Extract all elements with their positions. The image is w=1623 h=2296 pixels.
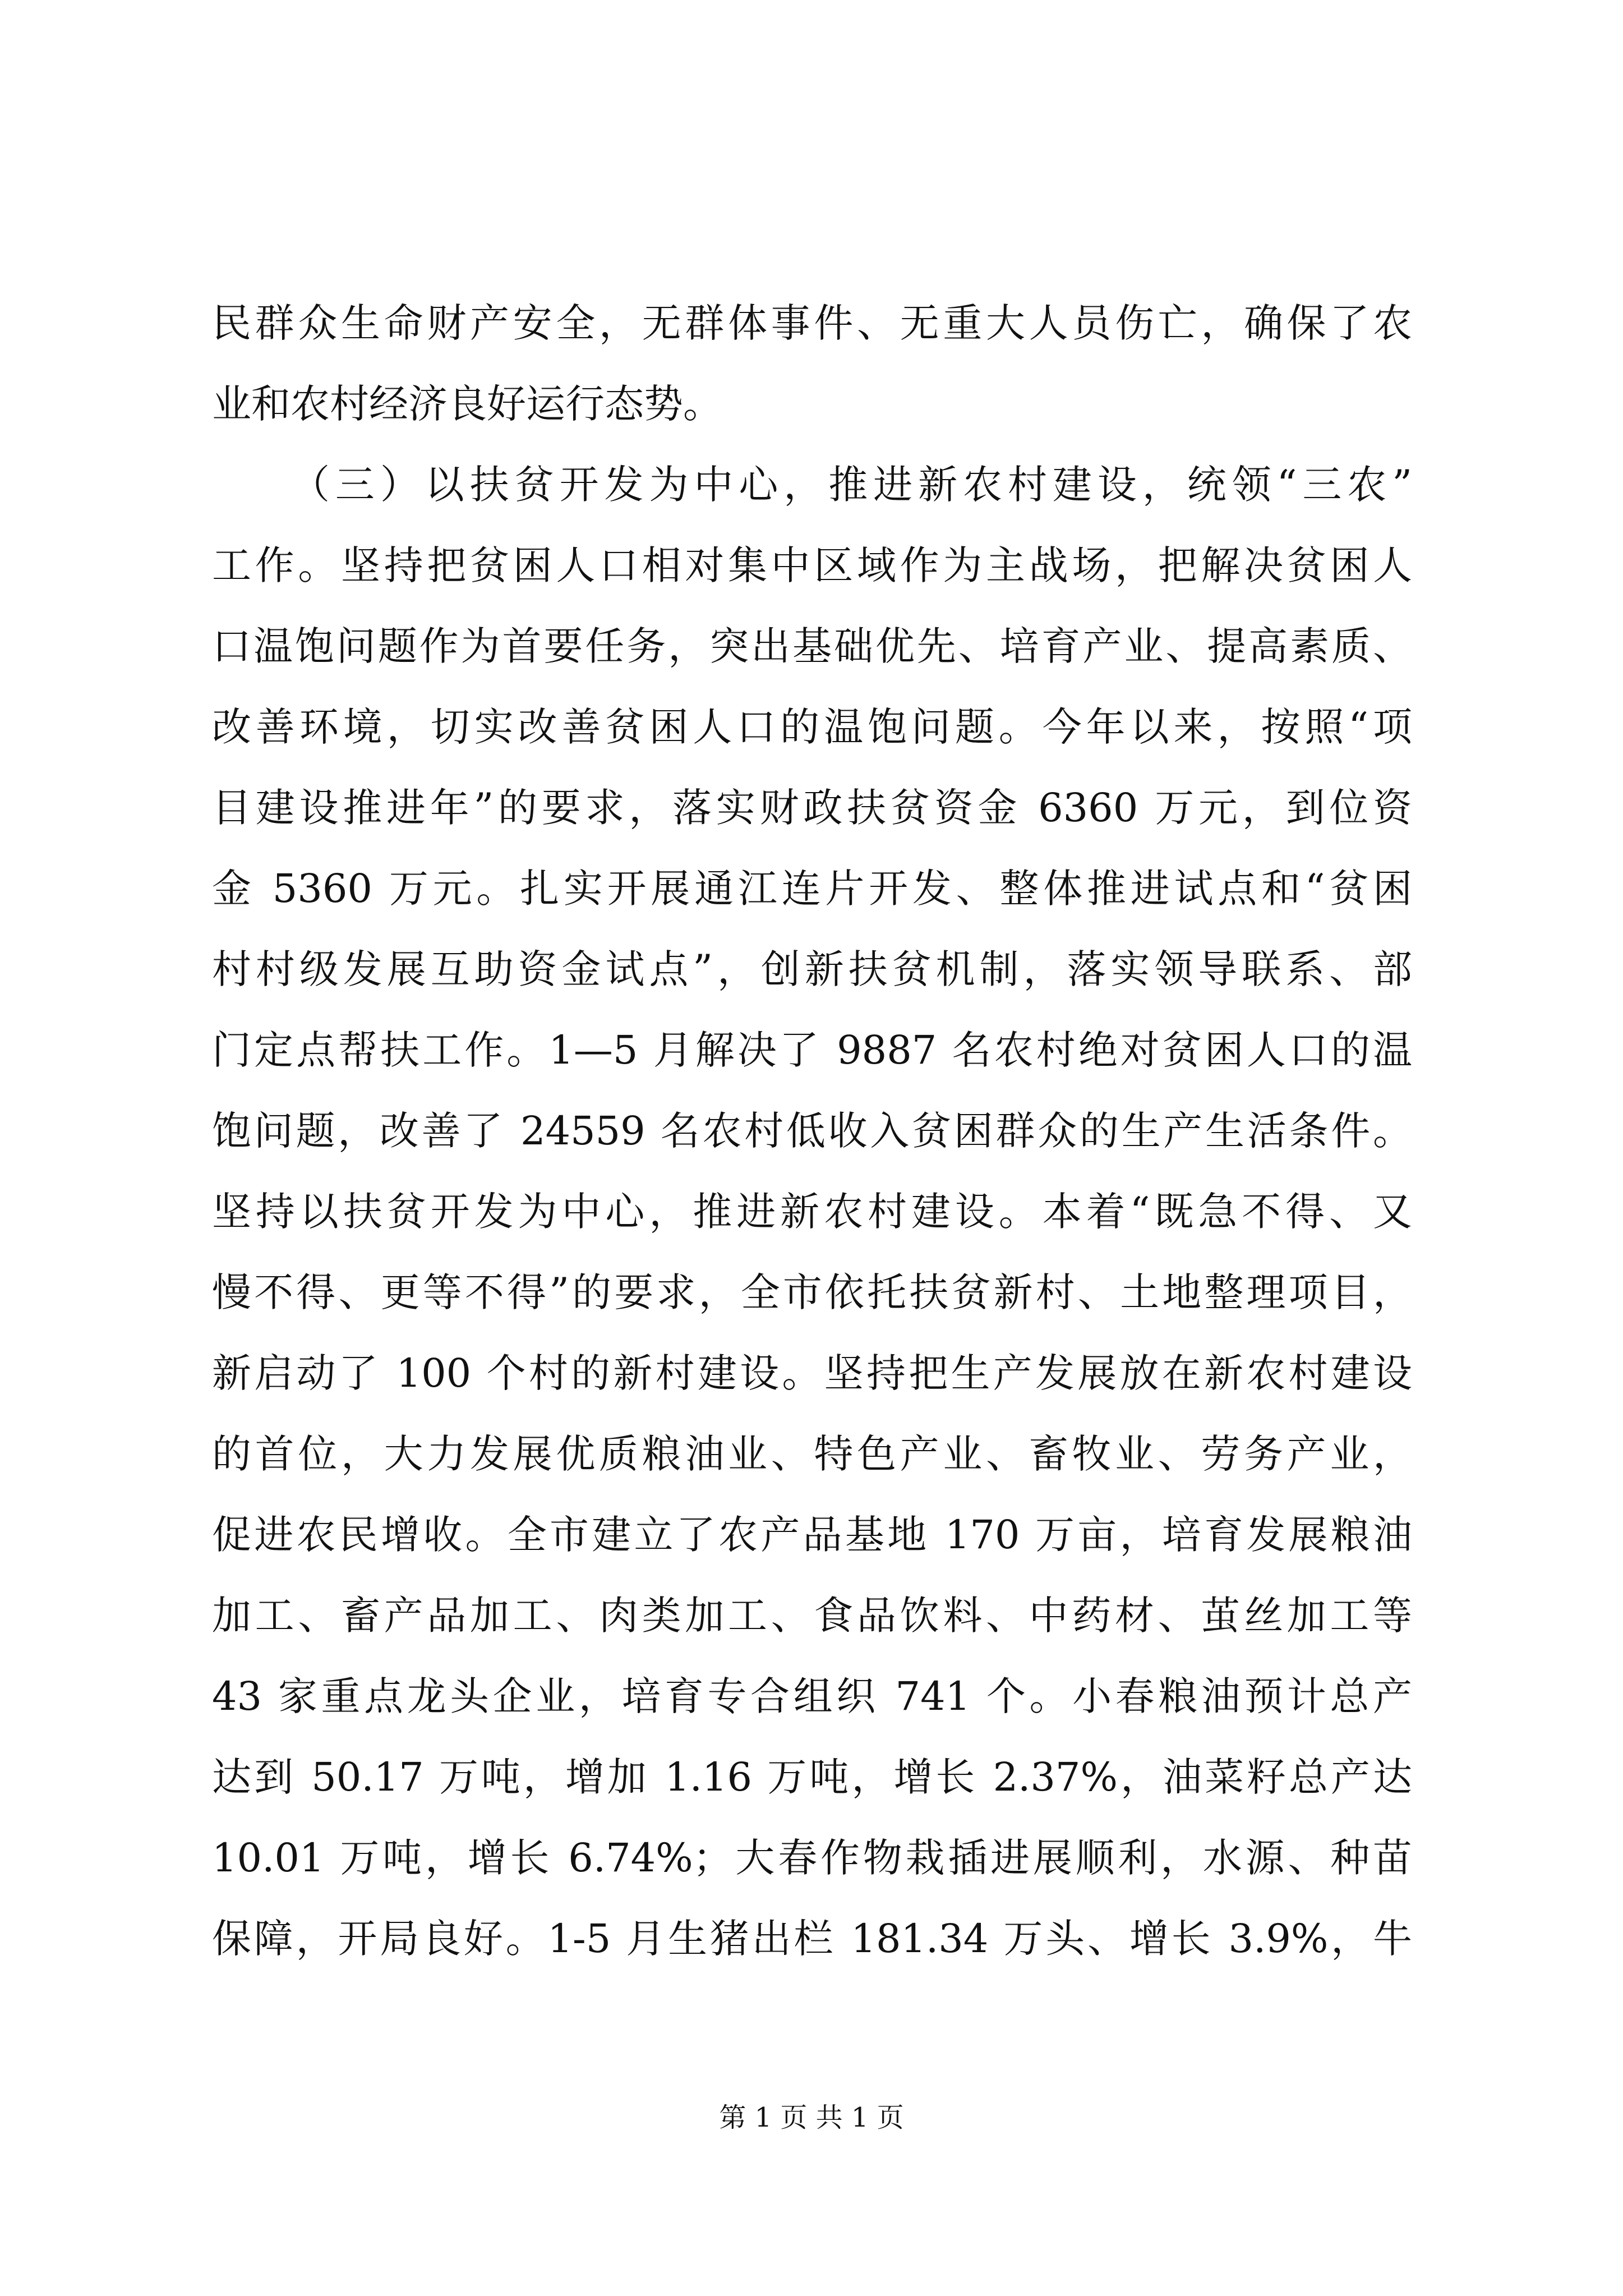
text-line: 的首位，大力发展优质粮油业、特色产业、畜牧业、劳务产业， [212, 1431, 1412, 1477]
text-line: 业和农村经济良好运行态势。 [212, 381, 722, 427]
text-line: 目建设推进年”的要求，落实财政扶贫资金 6360 万元，到位资 [212, 785, 1412, 831]
text-line: 慢不得、更等不得”的要求，全市依托扶贫新村、土地整理项目， [212, 1269, 1412, 1315]
text-line: 口温饱问题作为首要任务，突出基础优先、培育产业、提高素质、 [212, 623, 1412, 669]
text-line: 工作。坚持把贫困人口相对集中区域作为主战场，把解决贫困人 [212, 542, 1412, 588]
text-line: 43 家重点龙头企业，培育专合组织 741 个。小春粮油预计总产 [212, 1673, 1412, 1719]
text-line: 饱问题，改善了 24559 名农村低收入贫困群众的生产生活条件。 [212, 1108, 1412, 1154]
text-line: 金 5360 万元。扎实开展通江连片开发、整体推进试点和“贫困 [212, 866, 1412, 912]
page-footer: 第 1 页 共 1 页 [719, 2102, 904, 2133]
text-line: 改善环境，切实改善贫困人口的温饱问题。今年以来，按照“项 [212, 704, 1412, 750]
text-line: 新启动了 100 个村的新村建设。坚持把生产发展放在新农村建设 [212, 1350, 1412, 1396]
body-text [212, 296, 1412, 1993]
text-line: 保障，开局良好。1-5 月生猪出栏 181.34 万头、增长 3.9%，牛 [212, 1916, 1412, 1962]
text-line: 门定点帮扶工作。1—5 月解决了 9887 名农村绝对贫困人口的温 [212, 1027, 1412, 1073]
text-line: 加工、畜产品加工、肉类加工、食品饮料、中药材、茧丝加工等 [212, 1593, 1412, 1639]
text-line: 村村级发展互助资金试点”，创新扶贫机制，落实领导联系、部 [212, 946, 1412, 992]
text-line: 达到 50.17 万吨，增加 1.16 万吨，增长 2.37%，油菜籽总产达 [212, 1754, 1412, 1800]
text-line: 坚持以扶贫开发为中心，推进新农村建设。本着“既急不得、又 [212, 1189, 1412, 1235]
text-line: 促进农民增收。全市建立了农产品基地 170 万亩，培育发展粮油 [212, 1512, 1412, 1558]
text-line: 民群众生命财产安全，无群体事件、无重大人员伤亡，确保了农 [212, 300, 1412, 346]
text-line: 10.01 万吨，增长 6.74%；大春作物栽插进展顺利，水源、种苗 [212, 1835, 1412, 1881]
section-heading-line: （三）以扶贫开发为中心，推进新农村建设，统领“三农” [291, 462, 1412, 508]
